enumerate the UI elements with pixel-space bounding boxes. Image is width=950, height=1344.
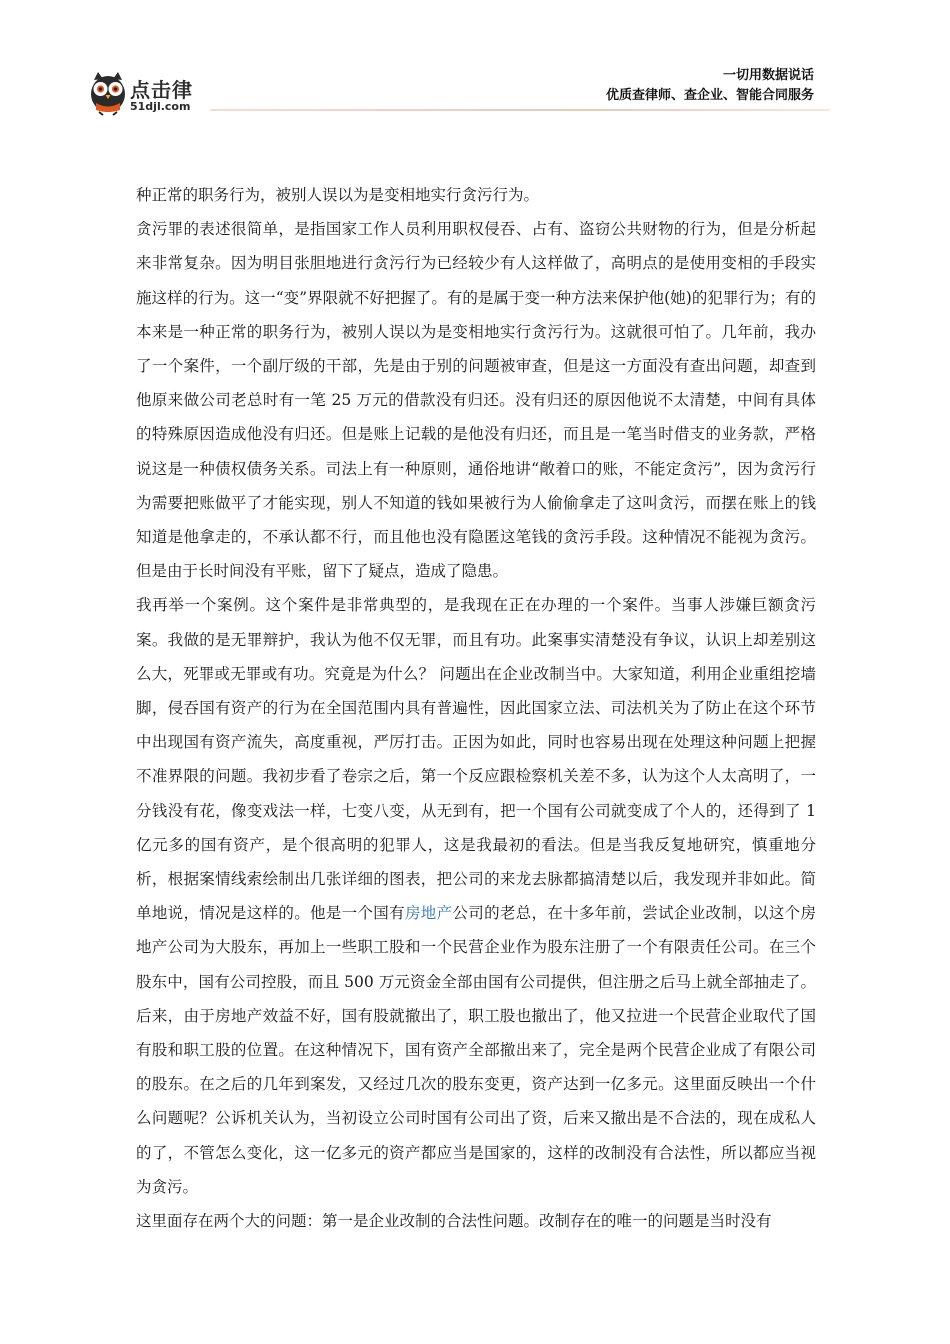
- paragraph-2: 贪污罪的表述很简单，是指国家工作人员利用职权侵吞、占有、盗窃公共财物的行为，但是分析起来非常复杂。因为明目张胆地进行贪污行为已经较少有人这样做了，高明点的是使用变相的手段实施这样的行为。这一“变”界限就不好把握了。有的是属于变一种方法来保护他(她)的犯罪行为；有的本来是一种正常的职务行为，被别人误以为是变相地实行贪污行为。这就很可怕了。几年前，我办了一个案件，一个副厅级的干部，先是由于别的问题被审查，但是这一方面没有查出问题，却查到他原来做公司老总时有一笔 25 万元的借款没有归还。没有归还的原因他说不太清楚，中间有具体的特殊原因造成他没有归还。但是账上记载的是他没有归还，而且是一笔当时借支的业务款，严格说这是一种债权债务关系。司法上有一种原则，通俗地讲“敞着口的账，不能定贪污”，因为贪污行为需要把账做平了才能实现，别人不知道的钱如果被行为人偷偷拿走了这叫贪污，而摆在账上的钱知道是他拿走的，不承认都不行，而且他也没有隐匿这笔钱的贪污手段。这种情况不能视为贪污。但是由于长时间没有平账，留下了疑点，造成了隐患。: [136, 220, 816, 581]
- logo[interactable]: [88, 70, 208, 116]
- paragraph-1: 种正常的职务行为，被别人误以为是变相地实行贪污行为。: [136, 186, 540, 204]
- slogan-line-1: 一切用数据说话: [722, 68, 814, 83]
- paragraph-3-text-b: 公司的老总，在十多年前，尝试企业改制，以这个房地产公司为大股东，再加上一些职工股和一个民营企业作为股东注册了一个有限责任公司。在三个股东中，国有公司控股，而且 500 万元资金全部由国有公司提供，但注册之后马上就全部抽走了。后来，由于房地产效益不好，国有股就撤出了，职工股也撤出了，他又拉进一个民营企业取代了国有股和职工股的位置。在这种情况下，国有资产全部撤出来了，完全是两个民营企业成了有限公司的股东。在之后的几年到案发，又经过几次的股东变更，资产达到一亿多元。这里面反映出一个什么问题呢？公诉机关认为，当初设立公司时国有公司出了资，后来又撤出是不合法的，现在成私人的了，不管怎么变化，这一亿多元的资产都应当是国家的，这样的改制没有合法性，所以都应当视为贪污。: [136, 904, 816, 1196]
- brand-name: 点击律: [130, 78, 193, 102]
- page-header: [0, 0, 950, 120]
- brand-url: 51djl.com: [130, 100, 191, 113]
- article-body: [136, 178, 816, 1238]
- slogan-line-2: 优质查律师、查企业、智能合同服务: [605, 88, 814, 103]
- owl-logo-icon: [88, 70, 128, 116]
- header-slogan: [606, 66, 814, 106]
- paragraph-3-text-a: 我再举一个案例。这个案件是非常典型的，是我现在正在办理的一个案件。当事人涉嫌巨额贪污案。我做的是无罪辩护，我认为他不仅无罪，而且有功。此案事实清楚没有争议，认识上却差别这么大，死罪或无罪或有功。究竟是为什么？ 问题出在企业改制当中。大家知道，利用企业重组挖墙脚，侵吞国有资产的行为在全国范围内具有普遍性，因此国家立法、司法机关为了防止在这个环节中出现国有资产流失，高度重视，严厉打击。正因为如此，同时也容易出现在处理这种问题上把握不准界限的问题。我初步看了卷宗之后，第一个反应跟检察机关差不多，认为这个人太高明了，一分钱没有花，像变戏法一样，七变八变，从无到有，把一个国有公司就变成了个人的，还得到了 1 亿元多的国有资产，是个很高明的犯罪人，这是我最初的看法。但是当我反复地研究，慎重地分析，根据案情线索绘制出几张详细的图表，把公司的来龙去脉都搞清楚以后，我发现并非如此。简单地说，情况是这样的。他是一个国有: [136, 596, 816, 923]
- paragraph-3: [136, 588, 816, 1204]
- paragraph-4: 这里面存在两个大的问题：第一是企业改制的合法性问题。改制存在的唯一的问题是当时没有: [136, 1212, 772, 1231]
- real-estate-link[interactable]: 房地产: [404, 904, 453, 923]
- header-divider: [210, 109, 830, 111]
